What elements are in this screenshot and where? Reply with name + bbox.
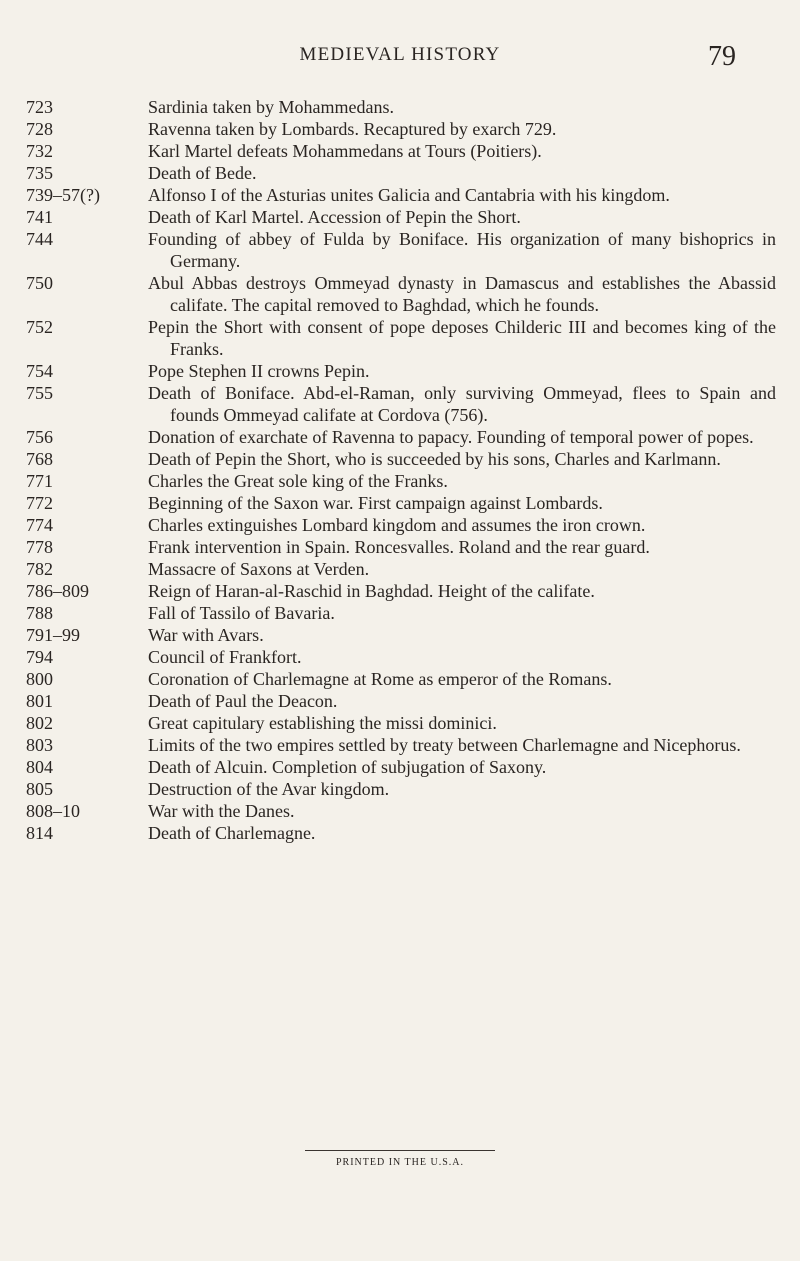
entry-year: 801	[26, 691, 53, 711]
entry-year: 723	[26, 97, 53, 117]
entry-year: 754	[26, 361, 53, 381]
chronology-entry	[26, 822, 776, 844]
entry-event: Ravenna taken by Lombards. Recaptured by exarch 729.	[148, 119, 557, 139]
chronology-entry	[26, 316, 776, 360]
chronology-entry	[26, 514, 776, 536]
chronology-entry	[26, 734, 776, 756]
entry-event: Death of Karl Martel. Accession of Pepin the Short.	[148, 207, 521, 227]
entry-event: Pepin the Short with consent of pope deposes Childeric III and becomes king of the Franks.	[148, 317, 776, 359]
entry-year: 774	[26, 515, 53, 535]
printer-imprint: PRINTED IN THE U.S.A.	[335, 1157, 465, 1168]
page-number: 79	[708, 41, 736, 72]
chronology-entry	[26, 118, 776, 140]
entry-year: 755	[26, 383, 53, 403]
chronology-entry	[26, 492, 776, 514]
entry-event: Charles the Great sole king of the Franks.	[148, 471, 448, 491]
chronology-entry	[26, 360, 776, 382]
entry-year: 750	[26, 273, 53, 293]
entry-event: Pope Stephen II crowns Pepin.	[148, 361, 370, 381]
entry-event: Sardinia taken by Mohammedans.	[148, 97, 394, 117]
entry-year: 802	[26, 713, 53, 733]
footer-rule	[305, 1150, 495, 1151]
entry-event: Death of Paul the Deacon.	[148, 691, 338, 711]
entry-year: 741	[26, 207, 53, 227]
chronology-entry	[26, 140, 776, 162]
entry-event: Reign of Haran-al-Raschid in Baghdad. Height of the califate.	[148, 581, 595, 601]
entry-year: 788	[26, 603, 53, 623]
entry-year: 808–10	[26, 801, 80, 821]
entry-year: 814	[26, 823, 53, 843]
entry-event: Death of Alcuin. Completion of subjugation of Saxony.	[148, 757, 547, 777]
entry-year: 728	[26, 119, 53, 139]
entry-event: Destruction of the Avar kingdom.	[148, 779, 390, 799]
entry-event: Abul Abbas destroys Ommeyad dynasty in Damascus and establishes the Abassid califate. The capital removed to Baghdad, which he founds.	[148, 273, 776, 315]
chronology-entry	[26, 690, 776, 712]
chronology-entry	[26, 646, 776, 668]
chronology-entry	[26, 778, 776, 800]
entry-event: War with Avars.	[148, 625, 264, 645]
entry-year: 786–809	[26, 581, 89, 601]
entry-event: Karl Martel defeats Mohammedans at Tours (Poitiers).	[148, 141, 542, 161]
entry-event: Great capitulary establishing the missi dominici.	[148, 713, 497, 733]
entry-year: 744	[26, 229, 53, 249]
chronology-entry	[26, 712, 776, 734]
chronology-entry	[26, 426, 776, 448]
chronology-entry	[26, 96, 776, 118]
entry-year: 768	[26, 449, 53, 469]
entry-event: Alfonso I of the Asturias unites Galicia and Cantabria with his kingdom.	[148, 185, 670, 205]
entry-year: 735	[26, 163, 53, 183]
entry-year: 800	[26, 669, 53, 689]
entry-event: War with the Danes.	[148, 801, 295, 821]
page-header	[0, 41, 800, 84]
entry-year: 772	[26, 493, 53, 513]
entry-year: 778	[26, 537, 53, 557]
chronology-entry	[26, 756, 776, 778]
running-title: MEDIEVAL HISTORY	[299, 44, 501, 65]
entry-event: Death of Pepin the Short, who is succeeded by his sons, Charles and Karlmann.	[148, 449, 721, 469]
entry-year: 804	[26, 757, 53, 777]
chronology-entry	[26, 470, 776, 492]
chronology-entry	[26, 206, 776, 228]
entry-event: Death of Bede.	[148, 163, 257, 183]
entry-event: Founding of abbey of Fulda by Boniface. His organization of many bishoprics in Germany.	[148, 229, 776, 271]
chronology-entry	[26, 668, 776, 690]
chronology-entry	[26, 624, 776, 646]
chronology-entry	[26, 162, 776, 184]
entry-year: 805	[26, 779, 53, 799]
chronology-list	[26, 96, 776, 844]
entry-event: Frank intervention in Spain. Roncesvalles. Roland and the rear guard.	[148, 537, 650, 557]
entry-event: Council of Frankfort.	[148, 647, 302, 667]
entry-year: 782	[26, 559, 53, 579]
entry-event: Beginning of the Saxon war. First campaign against Lombards.	[148, 493, 603, 513]
entry-event: Charles extinguishes Lombard kingdom and assumes the iron crown.	[148, 515, 646, 535]
entry-event: Massacre of Saxons at Verden.	[148, 559, 370, 579]
entry-event: Limits of the two empires settled by treaty between Charlemagne and Nicephorus.	[148, 735, 741, 755]
chronology-entry	[26, 228, 776, 272]
chronology-entry	[26, 558, 776, 580]
entry-year: 803	[26, 735, 53, 755]
chronology-entry	[26, 184, 776, 206]
entry-event: Coronation of Charlemagne at Rome as emperor of the Romans.	[148, 669, 612, 689]
entry-year: 752	[26, 317, 53, 337]
entry-event: Death of Charlemagne.	[148, 823, 316, 843]
entry-year: 771	[26, 471, 53, 491]
entry-event: Donation of exarchate of Ravenna to papacy. Founding of temporal power of popes.	[148, 427, 754, 447]
entry-year: 794	[26, 647, 53, 667]
entry-event: Death of Boniface. Abd-el-Raman, only surviving Ommeyad, flees to Spain and founds Ommeyad califate at Cordova (756).	[148, 383, 776, 425]
footer	[300, 1150, 500, 1168]
entry-year: 732	[26, 141, 53, 161]
chronology-entry	[26, 800, 776, 822]
entry-year: 756	[26, 427, 53, 447]
chronology-entry	[26, 448, 776, 470]
chronology-entry	[26, 580, 776, 602]
chronology-entry	[26, 382, 776, 426]
chronology-entry	[26, 602, 776, 624]
entry-year: 739–57(?)	[26, 185, 100, 205]
chronology-entry	[26, 536, 776, 558]
chronology-entry	[26, 272, 776, 316]
entry-year: 791–99	[26, 625, 80, 645]
entry-event: Fall of Tassilo of Bavaria.	[148, 603, 335, 623]
